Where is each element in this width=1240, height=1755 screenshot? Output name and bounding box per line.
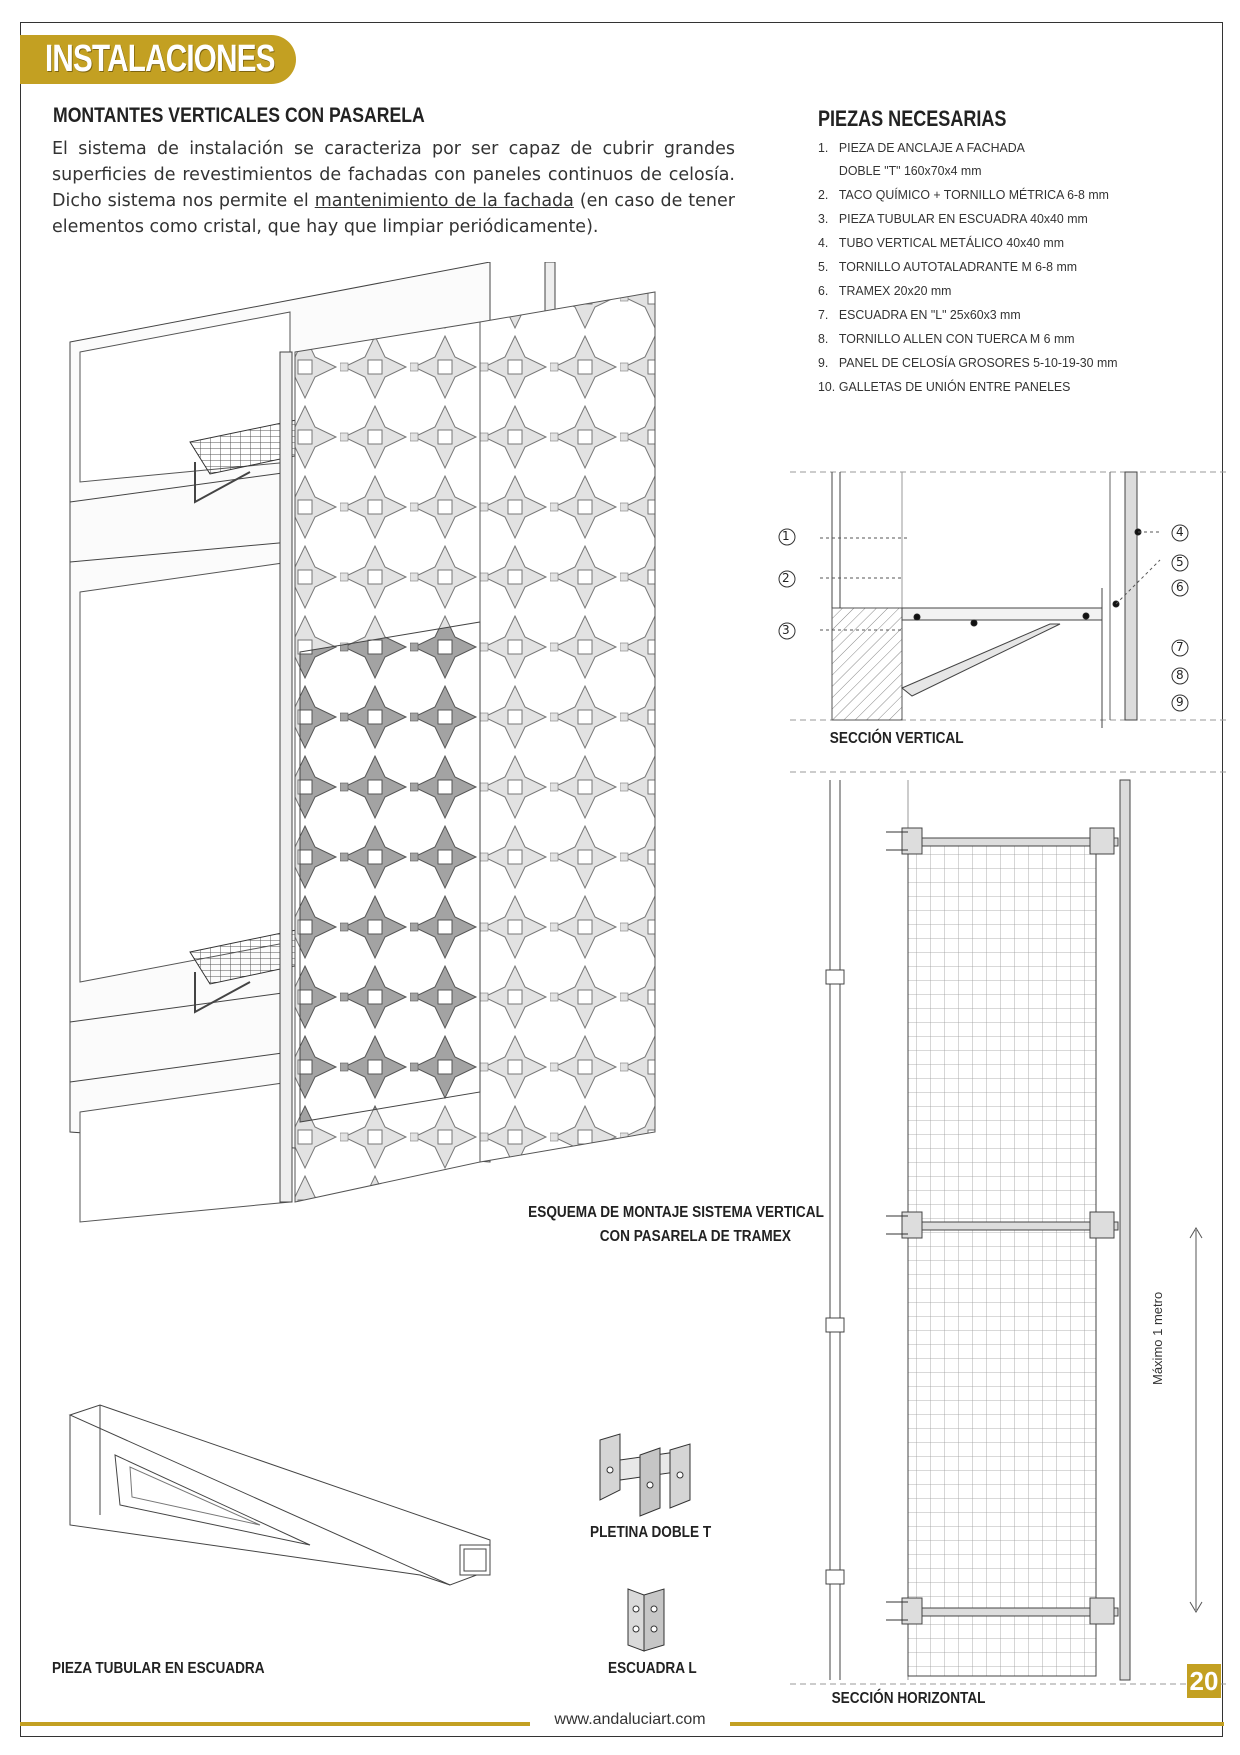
caption-double-t: PLETINA DOBLE T [590,1524,712,1541]
footer-url: www.andaluciart.com [554,1711,706,1728]
caption-assembly-line2: CON PASARELA DE TRAMEX [599,1228,791,1245]
part-item-3: 3. PIEZA TUBULAR EN ESCUADRA 40x40 mm [818,211,1088,226]
l-bracket-illustration [620,1585,670,1655]
part-item-4: 4. TUBO VERTICAL METÁLICO 40x40 mm [818,235,1065,250]
part-item-5: 5. TORNILLO AUTOTALADRANTE M 6-8 mm [818,259,1078,274]
callout-9: 9 [1176,695,1184,709]
callout-8: 8 [1176,668,1184,682]
callout-5: 5 [1176,555,1184,569]
intro-paragraph: El sistema de instalación se caracteriza por ser capaz de cubrir grandes superficies de revestimientos de fachadas con paneles continuos de celosía. Dicho sistema nos permite el mantenimiento de la fachada (en caso de tener elementos como cristal, que hay que limpiar periódicamente). [52,139,735,237]
page-subtitle: MONTANTES VERTICALES CON PASARELA [53,104,425,127]
vertical-section-drawing [790,468,1230,728]
parts-list [818,140,1133,403]
caption-section-vertical: SECCIÓN VERTICAL [829,730,964,747]
callout-3: 3 [782,623,790,637]
page-number-badge: 20 [1187,1664,1221,1698]
part-item-7: 7. ESCUADRA EN "L" 25x60x3 mm [818,307,1021,322]
caption-section-horizontal: SECCIÓN HORIZONTAL [831,1690,986,1707]
caption-l-bracket: ESCUADRA L [608,1660,697,1677]
footer-line-left [20,1722,530,1726]
callout-2: 2 [782,571,790,585]
section-title-band [20,35,296,84]
horizontal-section-drawing [790,770,1230,1690]
part-item-1: 1. PIEZA DE ANCLAJE A FACHADA DOBLE "T" 160x70x4 mm [818,140,1025,178]
callout-6: 6 [1176,580,1184,594]
part-item-6: 6. TRAMEX 20x20 mm [818,283,952,298]
callout-7: 7 [1176,640,1184,654]
parts-title: PIEZAS NECESARIAS [818,106,1007,131]
callout-right-circles [1170,523,1190,713]
assembly-isometric-drawing [60,262,750,1362]
callout-4: 4 [1176,525,1184,539]
callout-1: 1 [782,529,790,543]
double-t-plate-illustration [590,1430,700,1520]
part-item-10: 10. GALLETAS DE UNIÓN ENTRE PANELES [818,379,1071,394]
section-title: INSTALACIONES [44,38,275,80]
caption-tubular: PIEZA TUBULAR EN ESCUADRA [52,1660,265,1677]
underlined-phrase: mantenimiento de la fachada [314,191,574,211]
part-item-8: 8. TORNILLO ALLEN CON TUERCA M 6 mm [818,331,1075,346]
part-item-2: 2. TACO QUÍMICO + TORNILLO MÉTRICA 6-8 mm [818,187,1109,202]
footer-line-right [730,1722,1224,1726]
tubular-bracket-illustration [60,1395,500,1625]
caption-assembly-line1: ESQUEMA DE MONTAJE SISTEMA VERTICAL [528,1204,824,1221]
max-distance-label: Máximo 1 metro [1150,1291,1165,1385]
part-item-9: 9. PANEL DE CELOSÍA GROSORES 5-10-19-30 mm [818,355,1118,370]
